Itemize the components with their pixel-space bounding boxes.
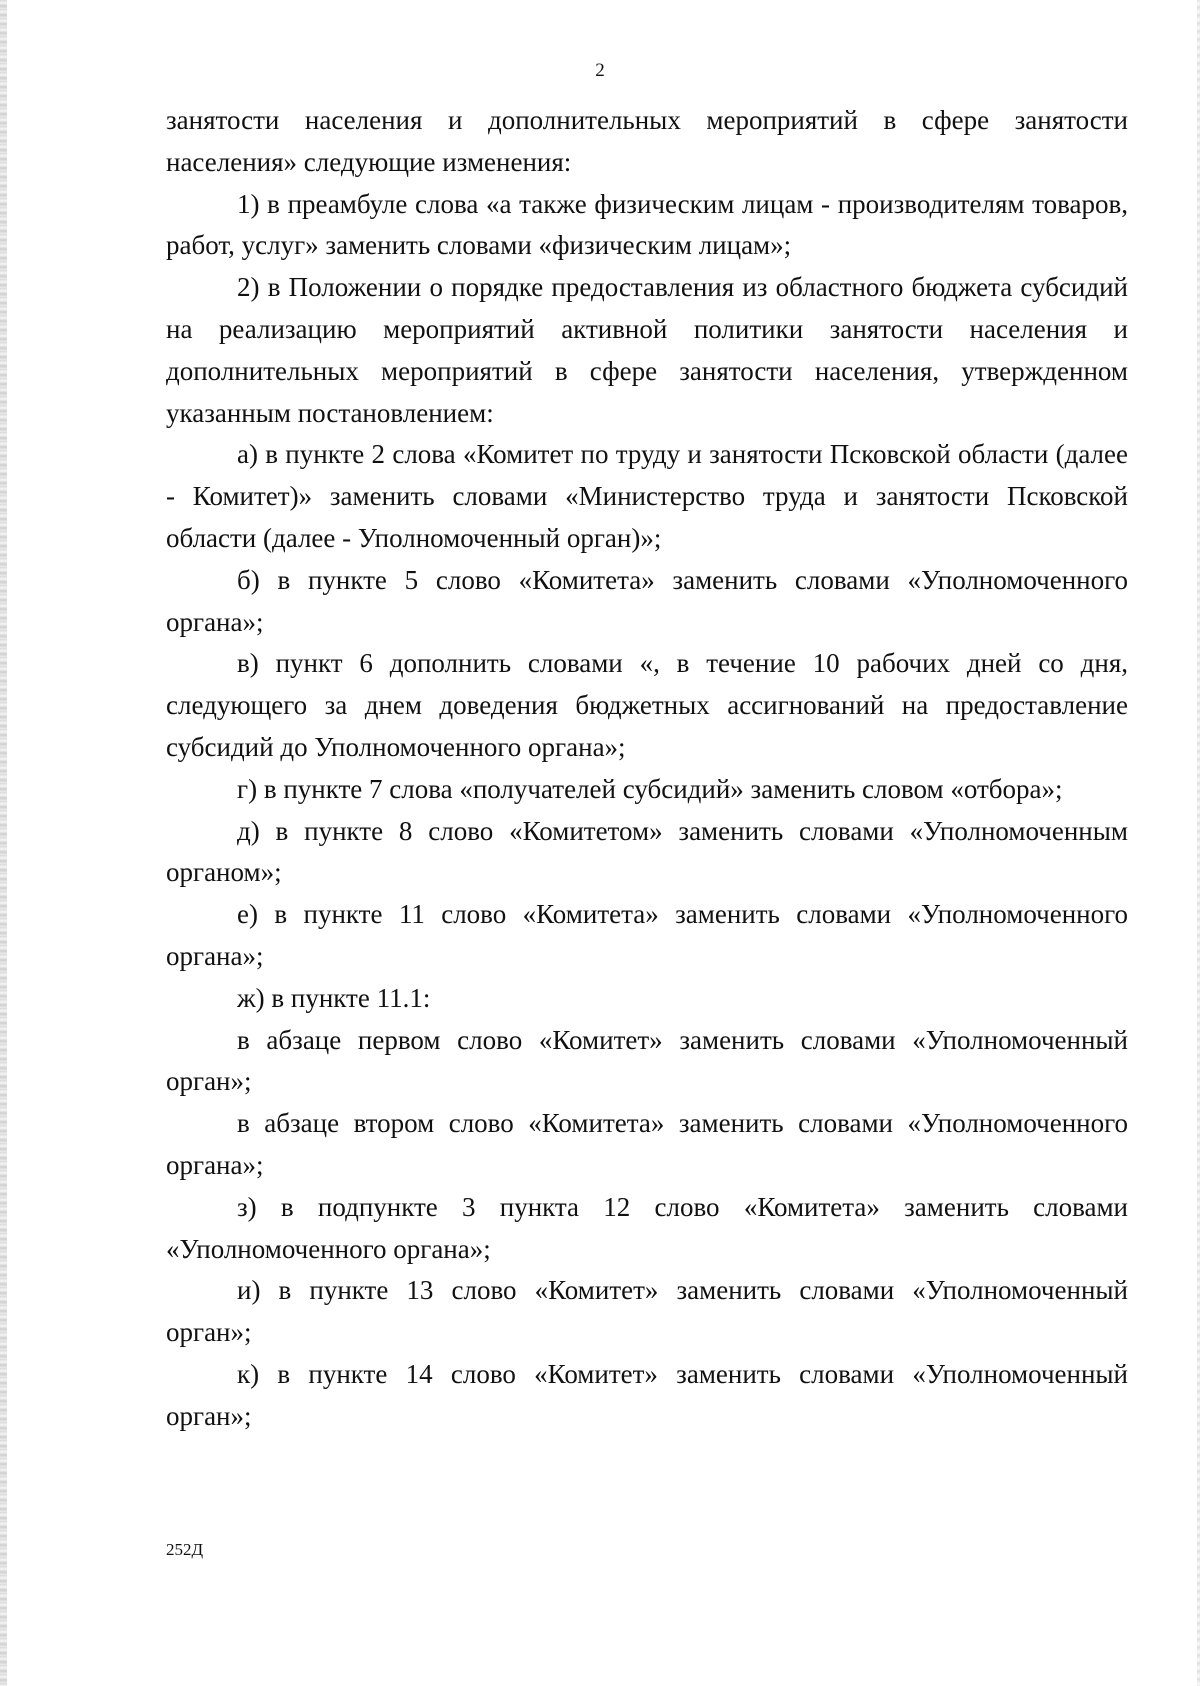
paragraph-item-2: 2) в Положении о порядке предоставления из областного бюджета субсидий на реализацию мероприятий активной политики занятости населения и дополнительных мероприятий в сфере занятости населения, утвержденном указанным постановлением: [166, 272, 1128, 428]
paragraph-subitem-i: и) в пункте 13 слово «Комитет» заменить словами «Уполномоченный орган»; [166, 1275, 1128, 1348]
paragraph-abzac-first: в абзаце первом слово «Комитет» заменить словами «Уполномоченный орган»; [166, 1024, 1128, 1097]
paragraph-subitem-d: д) в пункте 8 слово «Комитетом» заменить словами «Уполномоченным органом»; [166, 815, 1128, 888]
paragraph-item-1: 1) в преамбуле слова «а также физическим лицам - производителям товаров, работ, услуг» заменить словами «физическим лицам»; [166, 188, 1128, 261]
paragraph-subitem-v: в) пункт 6 дополнить словами «, в течение 10 рабочих дней со дня, следующего за днем доведения бюджетных ассигнований на предоставление субсидий до Уполномоченного органа»; [166, 648, 1128, 762]
paragraph-subitem-zh: ж) в пункте 11.1: [237, 982, 431, 1013]
paragraph-subitem-a: а) в пункте 2 слова «Комитет по труду и занятости Псковской области (далее - Комитет)» заменить словами «Министерство труда и занятости Псковской области (далее - Уполномоченный орган)»; [166, 439, 1128, 553]
paragraph-intro: занятости населения и дополнительных мероприятий в сфере занятости населения» следующие изменения: [166, 105, 1128, 177]
page-number: 2 [595, 60, 605, 81]
document-code: 252Д [166, 1540, 204, 1559]
paragraph-subitem-b: б) в пункте 5 слово «Комитета» заменить словами «Уполномоченного органа»; [166, 564, 1128, 637]
paragraph-subitem-k: к) в пункте 14 слово «Комитет» заменить словами «Уполномоченный орган»; [166, 1358, 1128, 1431]
document-body [166, 100, 1128, 1438]
paragraph-subitem-e: е) в пункте 11 слово «Комитета» заменить словами «Уполномоченного органа»; [166, 899, 1128, 971]
scan-edge-left [0, 0, 7, 1686]
paragraph-subitem-g: г) в пункте 7 слова «получателей субсидий» заменить словом «отбора»; [237, 773, 1063, 804]
paragraph-abzac-second: в абзаце втором слово «Комитета» заменить словами «Уполномоченного органа»; [166, 1108, 1128, 1180]
paragraph-subitem-z: з) в подпункте 3 пункта 12 слово «Комитета» заменить словами «Уполномоченного органа»; [166, 1191, 1128, 1264]
